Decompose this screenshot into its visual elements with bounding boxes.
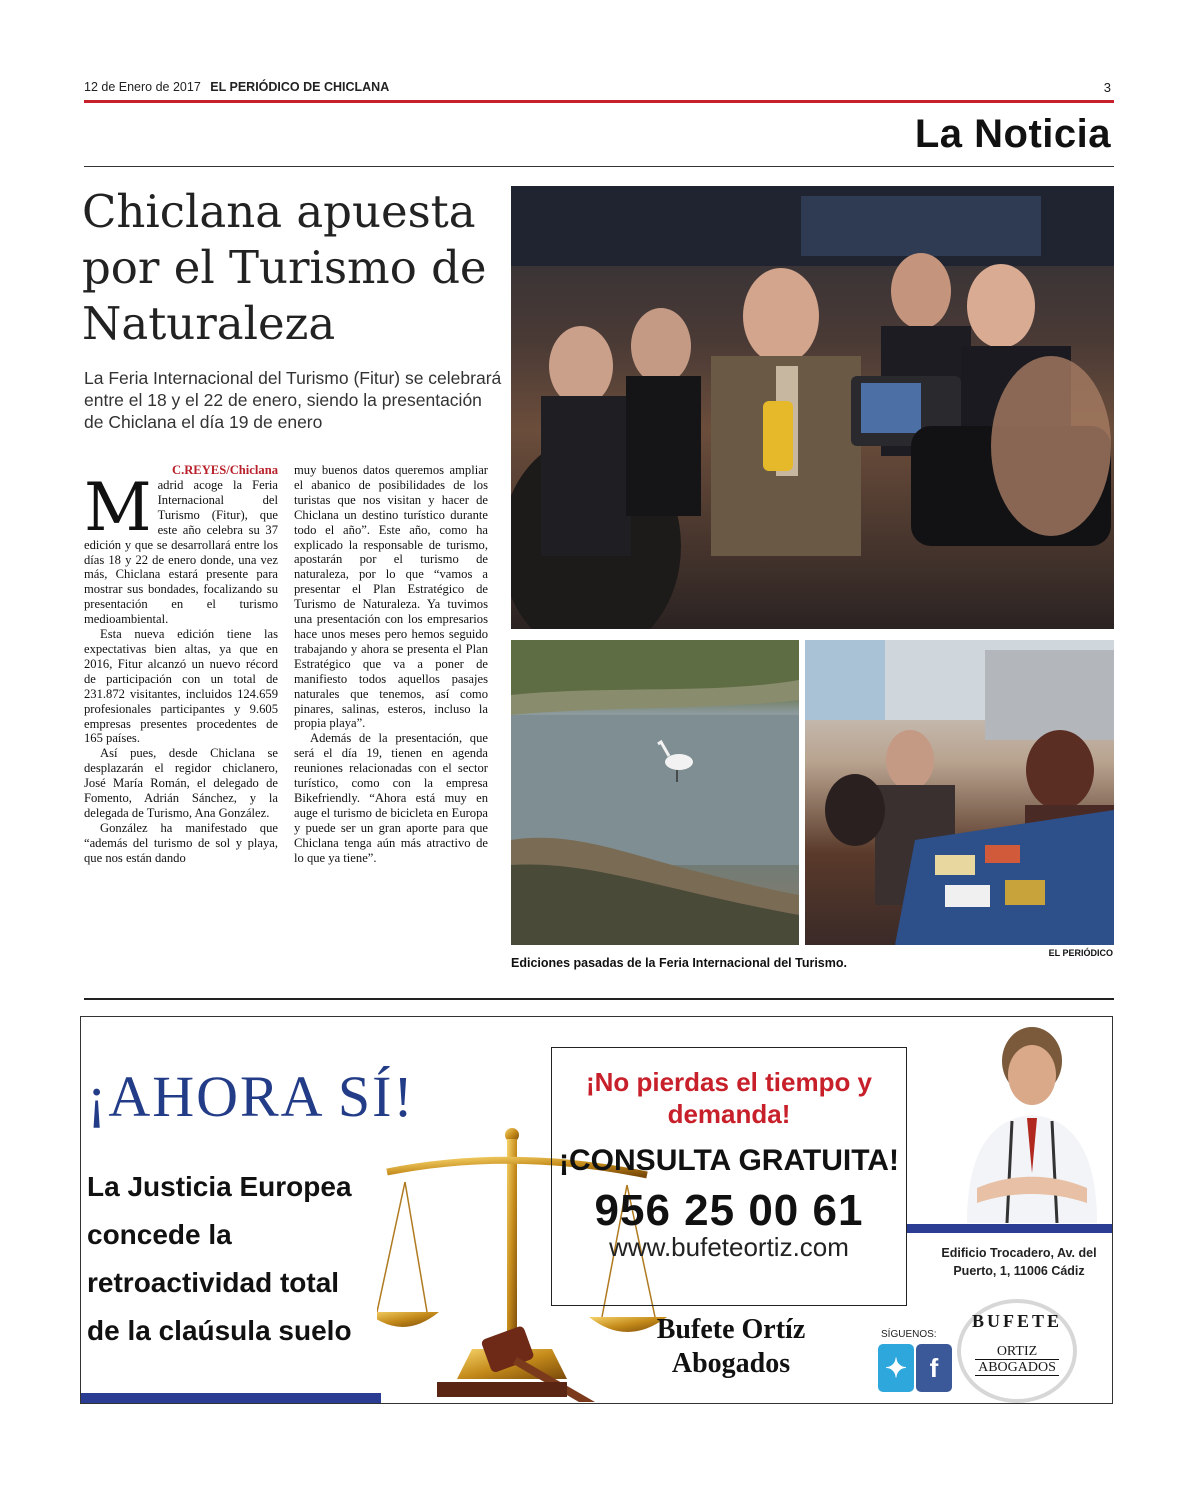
ad-accent-bar xyxy=(907,1224,1112,1233)
section-rule xyxy=(84,166,1114,167)
twitter-icon[interactable]: ✦ xyxy=(878,1344,914,1392)
issue-date: 12 de Enero de 2017 xyxy=(84,80,201,94)
fair-stand-photo xyxy=(805,640,1114,945)
follow-label: SÍGUENOS: xyxy=(881,1329,937,1340)
seal-bottom-text: ORTIZ ABOGADOS xyxy=(961,1344,1073,1376)
paragraph: Esta nueva edición tiene las expectativas bien altas, ya que en 2016, Fitur alcanzó un nuevo récord de participación con un total de 231.872 visitantes, incluidos 124.659 profesionales participantes y 9.605 empresas presentes procedentes de 165 países. xyxy=(84,627,278,746)
photo-credit: EL PERIÓDICO xyxy=(1048,948,1113,958)
firm-address: Edificio Trocadero, Av. del Puerto, 1, 11006 Cádiz xyxy=(941,1246,1097,1278)
paragraph: Además de la presentación, que será el día 19, tienen en agenda reuniones relacionadas con el sector turístico, como con la empresa Bikefriendly. “Ahora está muy en auge el turismo de bicicleta en Europa y puede ser un gran aporte para que Chiclana tenga aún más atractivo de lo que ya tiene”. xyxy=(294,731,488,865)
paper-name: EL PERIÓDICO DE CHICLANA xyxy=(210,80,390,94)
paragraph: muy buenos datos queremos ampliar el abanico de posibilidades de los turistas que nos visitan y hacer de Chiclana un destino turístico durante todo el año”. Este año, como ha explicado la responsable de turismo, apostarán por el turismo de naturaleza, por lo que “vamos a presentar el Plan Estratégico de Turismo de Naturaleza. Ya tuvimos una presentación con los empresarios hace unos meses pero hemos seguido trabajando y ahora se presenta el Plan Estratégico que va a poner de manifiesto todos aquellos pasajes naturales que tenemos, así como pinares, salinas, esteros, incluso la propia playa”. xyxy=(294,463,488,731)
firm-name: Bufete Ortíz Abogados xyxy=(656,1314,806,1379)
byline: C.REYES/Chiclana xyxy=(171,463,278,477)
paragraph: Así pues, desde Chiclana se desplazarán el regidor chiclanero, José María Román, el delegado de Fomento, Adrián Sánchez, y la delegada de Turismo, Ana González. xyxy=(84,746,278,820)
ad-line: retroactividad total xyxy=(87,1267,340,1298)
ad-separator-rule xyxy=(84,998,1114,1000)
paragraph: Madrid acoge la Feria Internacional del Turismo (Fitur), que este año celebra su 37 edición y que se desarrollará entre los días 18 y 22 de enero donde, una vez más, Chiclana estará presente para mostrar sus bondades, focalizando su presentación en el turismo medioambiental. xyxy=(84,469,278,627)
photo-caption: Ediciones pasadas de la Feria Internacional del Turismo. xyxy=(511,956,847,970)
press-photo-fitur xyxy=(511,186,1114,629)
ad-accent-bar xyxy=(81,1393,381,1403)
ad-message xyxy=(87,1163,397,1355)
seal-top-text: BUFETE xyxy=(971,1311,1063,1331)
ad-line: concede la xyxy=(87,1219,232,1250)
article-subhead: La Feria Internacional del Turismo (Fitur) se celebrará entre el 18 y el 22 de enero, siendo la presentación de Chiclana el día 19 de enero xyxy=(84,368,502,432)
phone-number: 956 25 00 61 xyxy=(594,1186,864,1235)
website-link[interactable]: www.bufeteortiz.com xyxy=(609,1232,849,1262)
article-column-2 xyxy=(294,463,488,865)
ad-call-to-action: ¡No pierdas el tiempo y demanda! xyxy=(585,1067,873,1129)
header-rule xyxy=(84,100,1114,103)
masthead-line xyxy=(84,80,389,94)
firm-seal-logo xyxy=(957,1299,1077,1403)
egret-wetland-photo xyxy=(511,640,799,945)
facebook-icon[interactable]: f xyxy=(916,1344,952,1392)
free-consultation-label: ¡CONSULTA GRATUITA! xyxy=(559,1144,899,1177)
page-number: 3 xyxy=(1103,80,1111,95)
paragraph: González ha manifestado que “además del turismo de sol y playa, que nos están dando xyxy=(84,820,278,865)
ad-headline: ¡AHORA SÍ! xyxy=(87,1064,415,1129)
law-firm-advertisement xyxy=(80,1016,1113,1404)
ad-line: La Justicia Europea xyxy=(87,1171,352,1202)
consultation-box xyxy=(551,1047,907,1306)
drop-cap: M xyxy=(84,469,152,546)
section-title: La Noticia xyxy=(914,112,1111,156)
lawyer-portrait xyxy=(957,1023,1107,1223)
article-column-1 xyxy=(84,463,278,866)
ad-line: de la claúsula suelo xyxy=(87,1315,352,1346)
article-headline: Chiclana apuesta por el Turismo de Naturaleza xyxy=(82,185,487,350)
